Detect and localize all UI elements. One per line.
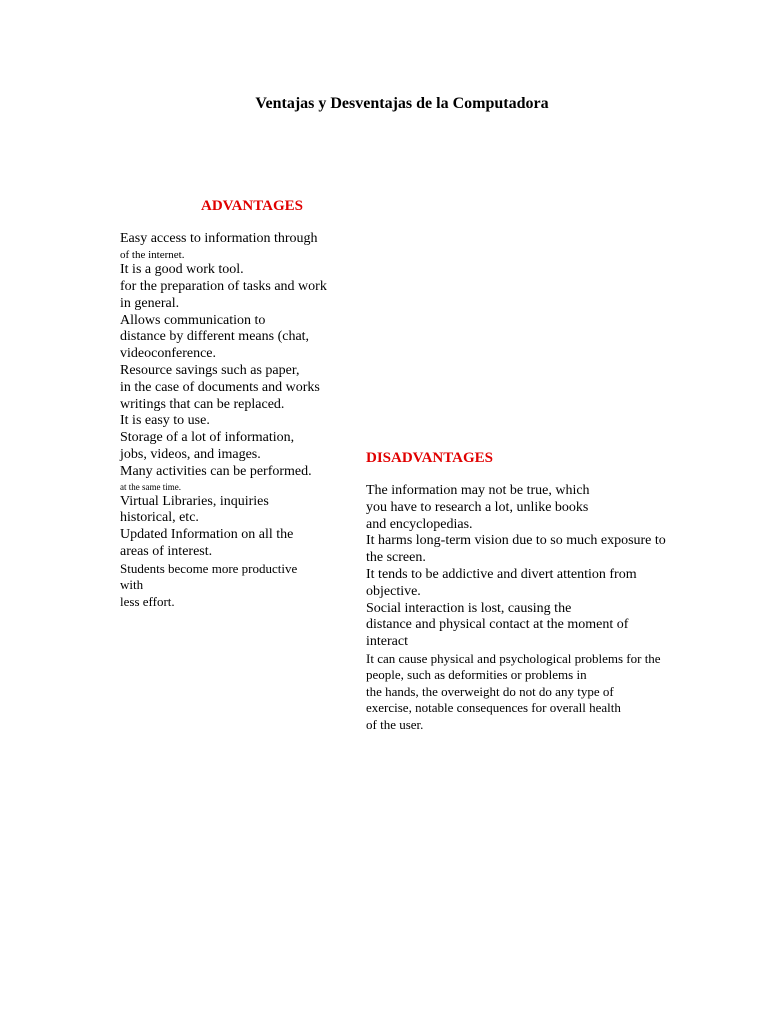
disadvantages-line: of the user. — [366, 716, 424, 732]
advantages-heading: ADVANTAGES — [201, 198, 303, 214]
disadvantages-list — [366, 483, 666, 733]
advantages-line: Easy access to information through — [120, 231, 318, 246]
advantages-line: Resource savings such as paper, — [120, 363, 300, 379]
disadvantages-line: interact — [366, 634, 408, 650]
disadvantages-line: It can cause physical and psychological problems for the — [366, 650, 661, 666]
disadvantages-line: you have to research a lot, unlike books — [366, 499, 589, 515]
advantages-line: Students become more productive — [120, 560, 298, 576]
advantages-line: with — [120, 577, 144, 593]
advantages-line: less effort. — [120, 593, 175, 609]
advantages-line: for the preparation of tasks and work — [120, 279, 327, 295]
disadvantages-line: distance and physical contact at the moment of — [366, 617, 629, 633]
document-title: Ventajas y Desventajas de la Computadora — [255, 95, 549, 112]
advantages-line: in the case of documents and works — [120, 379, 320, 395]
advantages-line: Updated Information on all the — [120, 527, 294, 543]
disadvantages-line: and encyclopedias. — [366, 516, 473, 532]
advantages-line: Allows communication to — [120, 312, 266, 328]
disadvantages-line: objective. — [366, 583, 421, 599]
disadvantages-line: The information may not be true, which — [366, 483, 590, 498]
advantages-line: It is a good work tool. — [120, 262, 244, 278]
advantages-list — [120, 231, 327, 610]
advantages-line: writings that can be replaced. — [120, 396, 285, 412]
disadvantages-line: people, such as deformities or problems in — [366, 667, 587, 683]
disadvantages-heading: DISADVANTAGES — [366, 450, 493, 466]
advantages-line: Many activities can be performed. — [120, 463, 312, 479]
advantages-line: at the same time. — [120, 481, 181, 492]
advantages-line: of the internet. — [120, 248, 185, 261]
disadvantages-line: It tends to be addictive and divert attention from — [366, 566, 637, 582]
advantages-line: jobs, videos, and images. — [120, 447, 261, 463]
disadvantages-line: the hands, the overweight do not do any type of — [366, 683, 614, 699]
disadvantages-line: It harms long-term vision due to so much exposure to — [366, 533, 666, 549]
advantages-line: in general. — [120, 295, 180, 311]
advantages-line: videoconference. — [120, 346, 216, 362]
advantages-line: Virtual Libraries, inquiries — [120, 493, 269, 509]
advantages-line: historical, etc. — [120, 510, 199, 526]
advantages-line: distance by different means (chat, — [120, 329, 310, 345]
advantages-line: areas of interest. — [120, 544, 213, 560]
advantages-line: It is easy to use. — [120, 413, 210, 429]
disadvantages-line: Social interaction is lost, causing the — [366, 600, 572, 616]
disadvantages-line: exercise, notable consequences for overall health — [366, 700, 621, 716]
disadvantages-line: the screen. — [366, 550, 426, 566]
advantages-line: Storage of a lot of information, — [120, 430, 295, 446]
